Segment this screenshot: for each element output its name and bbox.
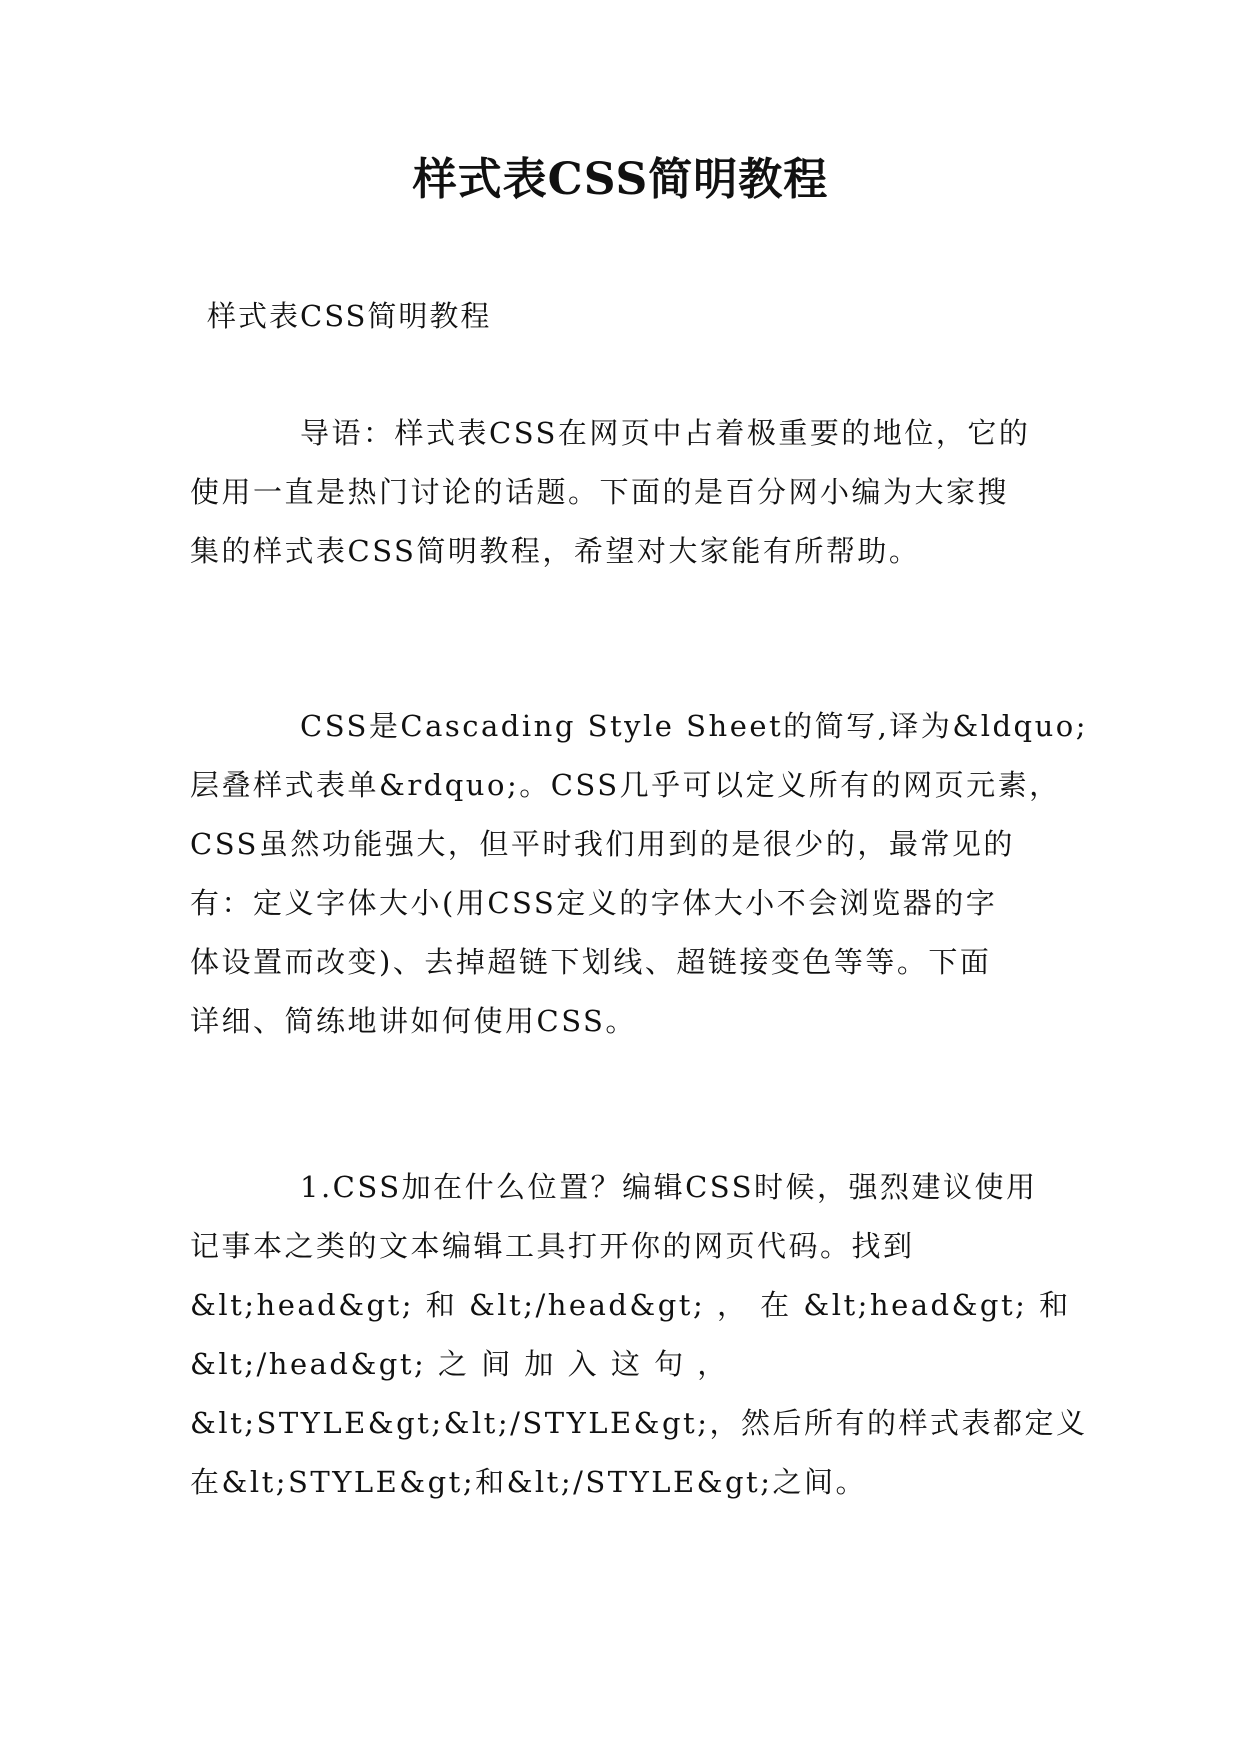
paragraph-line: 在&lt;STYLE&gt;和&lt;/STYLE&gt;之间。 xyxy=(190,1465,867,1499)
paragraph-css-placement xyxy=(190,1158,1088,1512)
paragraph-intro xyxy=(190,404,1050,581)
paragraph-line: 有：定义字体大小(用CSS定义的字体大小不会浏览器的字 xyxy=(190,886,998,920)
paragraph-line: 使用一直是热门讨论的话题。下面的是百分网小编为大家搜 xyxy=(190,475,1010,509)
paragraph-css-definition xyxy=(190,697,1089,1051)
paragraph-line: &lt;/head&gt; 之 间 加 入 这 句 ， xyxy=(190,1347,729,1381)
paragraph-line: 记事本之类的文本编辑工具打开你的网页代码。找到 xyxy=(190,1229,915,1263)
paragraph-line: 1.CSS加在什么位置？编辑CSS时候，强烈建议使用 xyxy=(300,1170,1038,1204)
paragraph-line: 集的样式表CSS简明教程，希望对大家能有所帮助。 xyxy=(190,534,921,568)
paragraph-line: 体设置而改变)、去掉超链下划线、超链接变色等等。下面 xyxy=(190,945,992,979)
paragraph-line: CSS虽然功能强大，但平时我们用到的是很少的，最常见的 xyxy=(190,827,1015,861)
paragraph-line: &lt;STYLE&gt;&lt;/STYLE&gt;，然后所有的样式表都定义 xyxy=(190,1406,1088,1440)
paragraph-line: 层叠样式表单&rdquo;。CSS几乎可以定义所有的网页元素， xyxy=(190,768,1061,802)
paragraph-line: CSS是Cascading Style Sheet的简写,译为&ldquo; xyxy=(300,709,1089,743)
document-title: 样式表CSS简明教程 xyxy=(412,154,829,205)
document-subtitle: 样式表CSS简明教程 xyxy=(207,299,492,333)
paragraph-line: 详细、简练地讲如何使用CSS。 xyxy=(190,1004,637,1038)
paragraph-line: &lt;head&gt; 和 &lt;/head&gt; ， 在 &lt;head&gt; 和 xyxy=(190,1288,1071,1322)
paragraph-line: 导语：样式表CSS在网页中占着极重要的地位，它的 xyxy=(300,416,1031,450)
